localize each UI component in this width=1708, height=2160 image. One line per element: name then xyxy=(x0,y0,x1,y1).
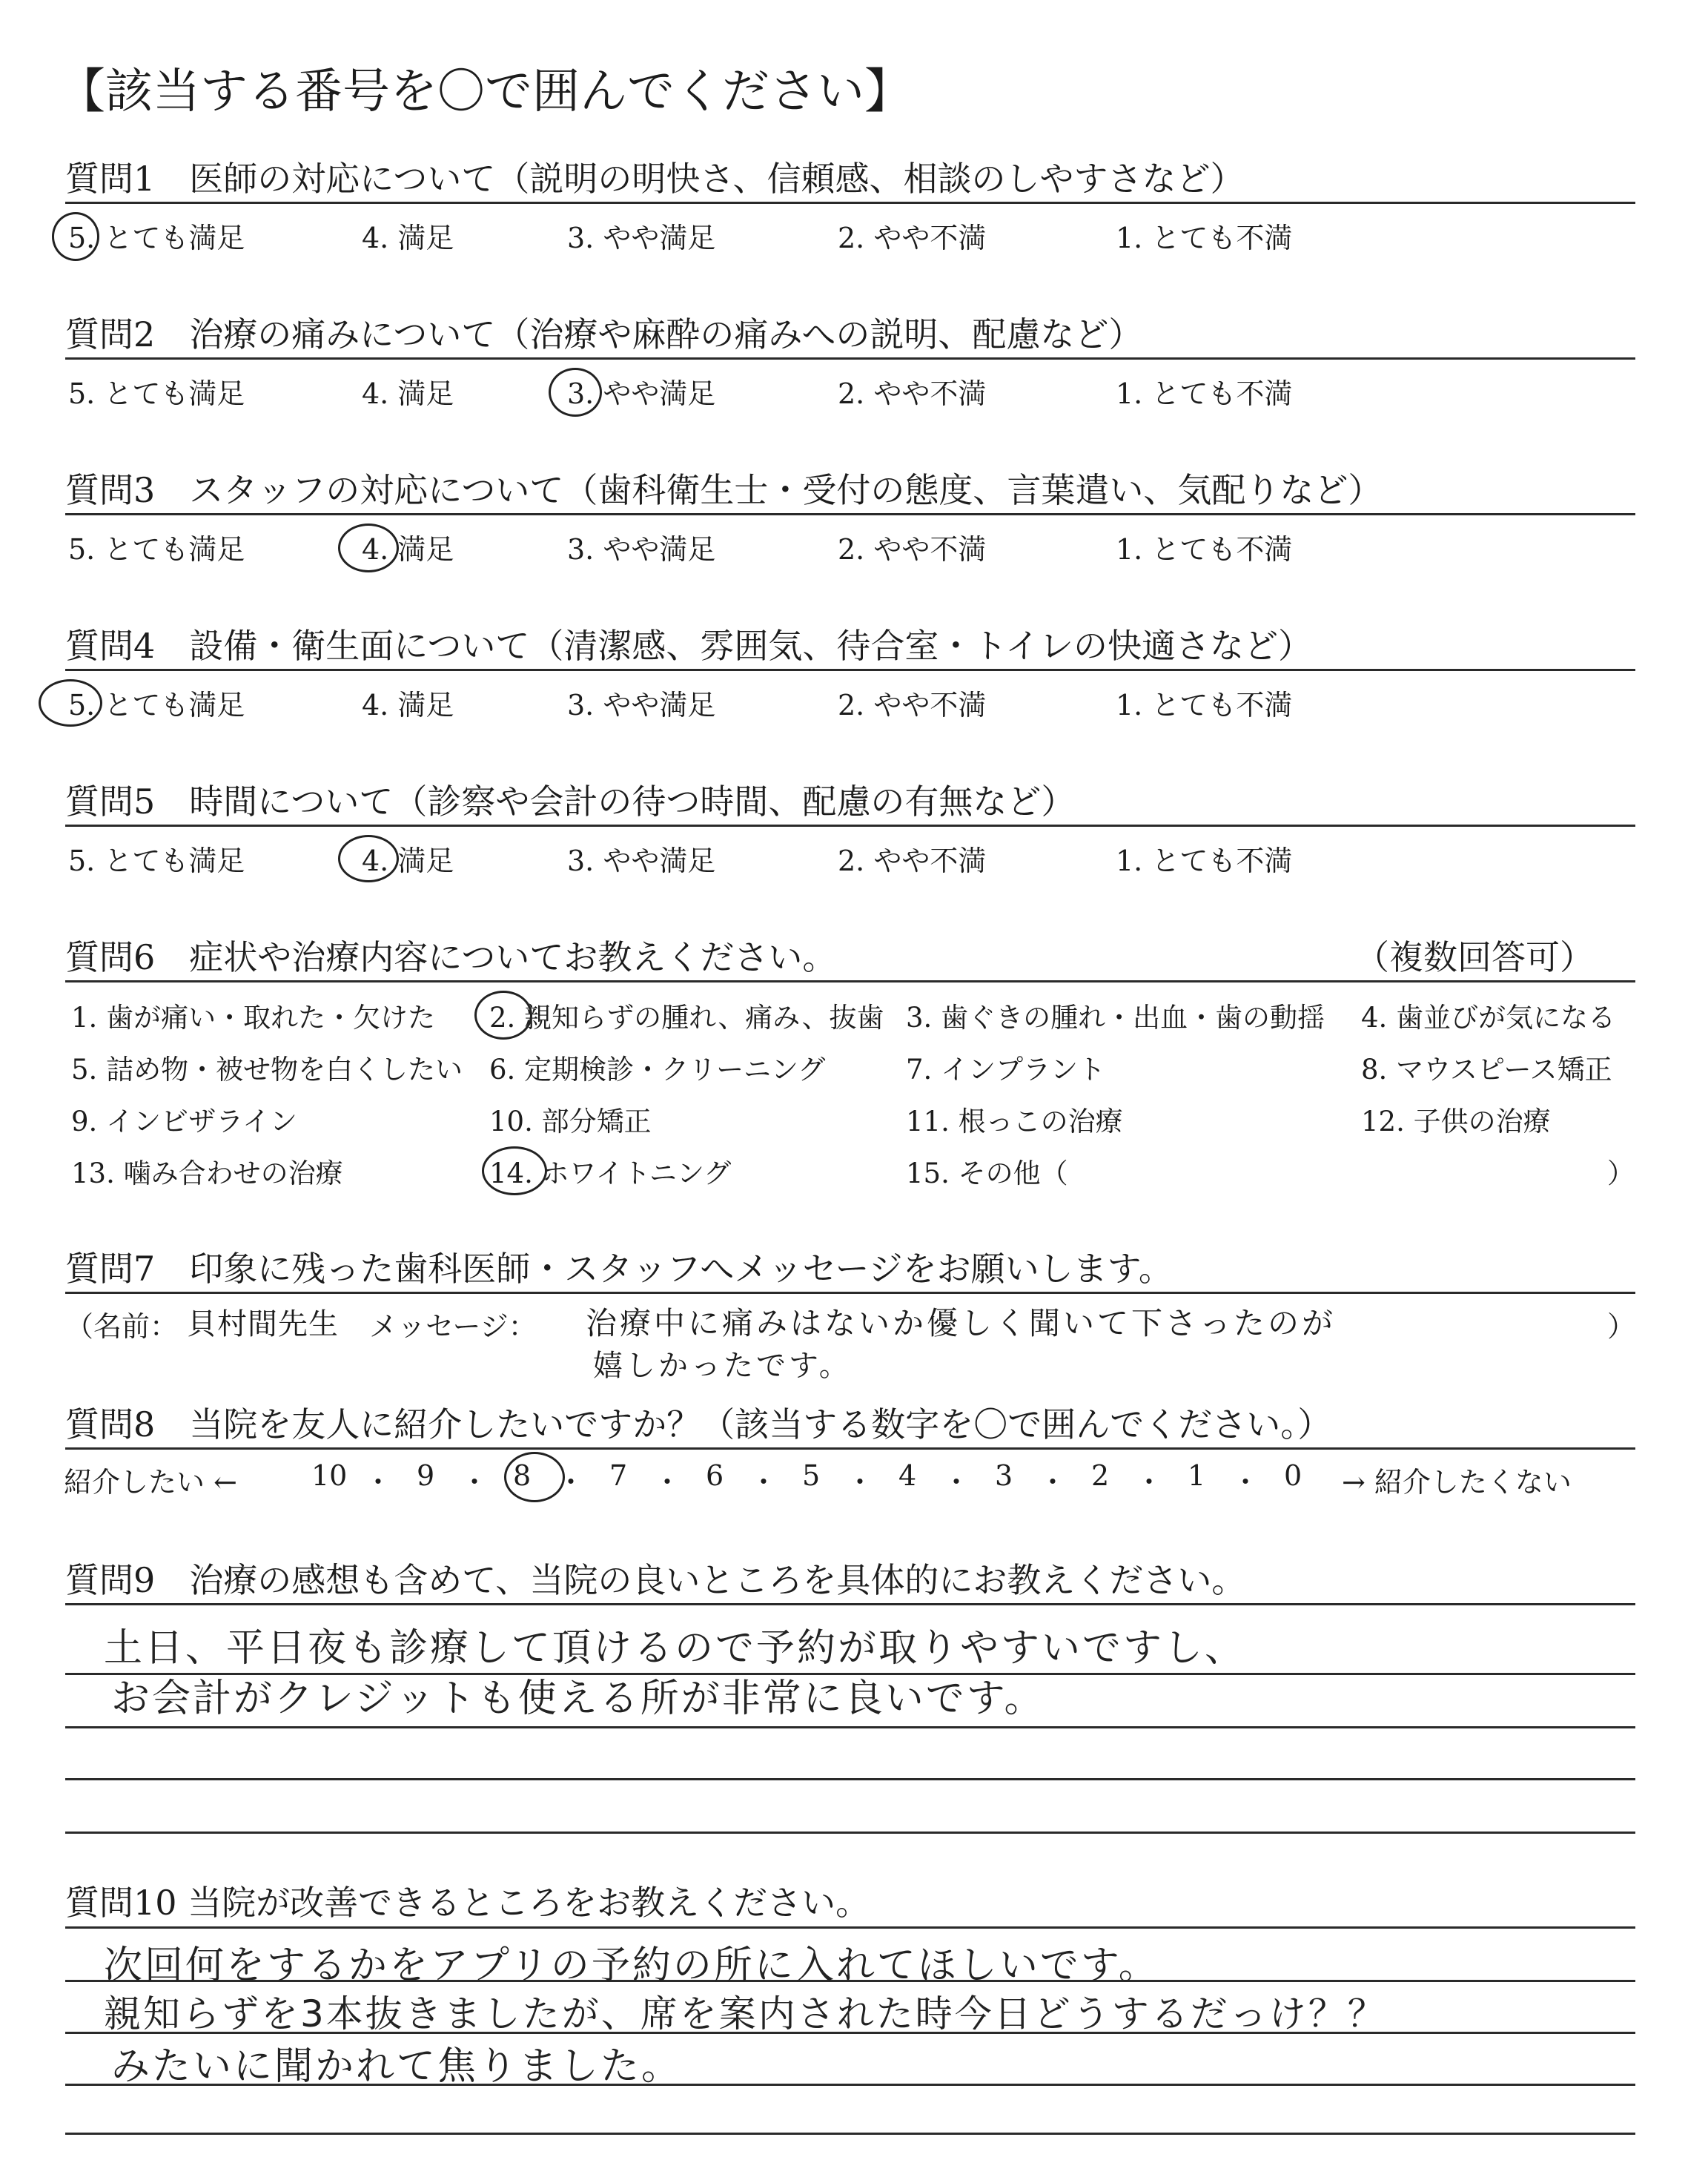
q6-opt-9[interactable]: 9. インビザライン xyxy=(71,1106,297,1137)
q3-answer-circle xyxy=(338,524,399,572)
q9-answer-line2[interactable]: お会計がクレジットも使える所が非常に良いです。 xyxy=(111,1677,1045,1721)
q8-scale-number-4[interactable]: 4 xyxy=(898,1459,917,1492)
q8-title: 質問8 当院を友人に紹介したいですか？（該当する数字を〇で囲んでください。） xyxy=(65,1404,1332,1444)
q6-opt-7[interactable]: 7. インプラント xyxy=(906,1054,1106,1086)
q10-title: 質問10 当院が改善できるところをお教えください。 xyxy=(65,1883,870,1923)
q2-opt-4[interactable]: 4. 満足 xyxy=(362,377,454,410)
q8-scale-number-5[interactable]: 5 xyxy=(802,1459,821,1492)
q6-opt-6[interactable]: 6. 定期検診・クリーニング xyxy=(489,1054,826,1086)
q6-opt-12[interactable]: 12. 子供の治療 xyxy=(1361,1106,1551,1137)
q9-rule-1 xyxy=(65,1603,1635,1605)
q10-answer-line3[interactable]: みたいに聞かれて焦りました。 xyxy=(111,2044,683,2089)
q8-scale-number-8[interactable]: 8 xyxy=(513,1459,532,1492)
q10-rule-5 xyxy=(65,2133,1635,2135)
q5-opt-3[interactable]: 3. やや満足 xyxy=(567,845,716,877)
q7-name-label: （名前： xyxy=(65,1310,179,1343)
q2-opt-5[interactable]: 5. とても満足 xyxy=(68,377,245,410)
q6-opt-3[interactable]: 3. 歯ぐきの腫れ・出血・歯の動揺 xyxy=(906,1002,1325,1034)
q8-left-label: 紹介したい ← xyxy=(64,1466,237,1499)
q5-answer-circle xyxy=(338,835,399,882)
q8-scale-separator: ・ xyxy=(364,1466,393,1499)
q2-opt-3[interactable]: 3. やや満足 xyxy=(567,377,716,410)
q8-scale-separator: ・ xyxy=(460,1466,489,1499)
q4-opt-2[interactable]: 2. やや不満 xyxy=(838,689,987,721)
q3-opt-3[interactable]: 3. やや満足 xyxy=(567,533,716,566)
q8-scale-number-2[interactable]: 2 xyxy=(1091,1459,1110,1492)
q6-rule xyxy=(65,980,1635,982)
q5-title: 質問5 時間について（診察や会計の待つ時間、配慮の有無など） xyxy=(65,782,1076,822)
q2-rule xyxy=(65,357,1635,360)
q8-scale-separator: ・ xyxy=(1135,1466,1164,1499)
q8-scale-number-7[interactable]: 7 xyxy=(609,1459,628,1492)
q8-scale xyxy=(311,1459,1306,1499)
q2-answer-circle xyxy=(549,368,602,417)
q4-answer-circle xyxy=(39,679,102,727)
q8-scale-number-3[interactable]: 3 xyxy=(995,1459,1013,1492)
q9-rule-5 xyxy=(65,1832,1635,1834)
q2-opt-1[interactable]: 1. とても不満 xyxy=(1116,377,1293,410)
q10-answer-line1[interactable]: 次回何をするかをアプリの予約の所に入れてほしいです。 xyxy=(104,1943,1159,1988)
q6-opt-2[interactable]: 2. 親知らずの腫れ、痛み、抜歯 xyxy=(489,1002,884,1034)
page-header: 【該当する番号を〇で囲んでください】 xyxy=(58,65,912,119)
q6-opt-11[interactable]: 11. 根っこの治療 xyxy=(906,1106,1123,1137)
q6-opt-8[interactable]: 8. マウスピース矯正 xyxy=(1361,1054,1612,1086)
q6-other-close-paren: ） xyxy=(1607,1157,1635,1189)
q7-message-line2[interactable]: 嬉しかったです。 xyxy=(593,1349,852,1383)
q10-rule-1 xyxy=(65,1926,1635,1929)
q8-scale-separator: ・ xyxy=(1039,1466,1068,1499)
q1-opt-1[interactable]: 1. とても不満 xyxy=(1116,222,1293,254)
q3-opt-2[interactable]: 2. やや不満 xyxy=(838,533,987,566)
q7-name-value[interactable]: 貝村間先生 xyxy=(187,1307,339,1341)
q6-opt-5[interactable]: 5. 詰め物・被せ物を白くしたい xyxy=(71,1054,463,1086)
q6-title: 質問6 症状や治療内容についてお教えください。 xyxy=(65,937,837,977)
q4-opt-3[interactable]: 3. やや満足 xyxy=(567,689,716,721)
q7-close-paren: ） xyxy=(1607,1310,1636,1343)
q5-opt-1[interactable]: 1. とても不満 xyxy=(1116,845,1293,877)
q3-title: 質問3 スタッフの対応について（歯科衛生士・受付の態度、言葉遣い、気配りなど） xyxy=(65,470,1383,510)
q4-title: 質問4 設備・衛生面について（清潔感、雰囲気、待合室・トイレの快適さなど） xyxy=(65,626,1313,666)
q7-rule xyxy=(65,1292,1635,1294)
q8-scale-number-10[interactable]: 10 xyxy=(311,1459,348,1492)
q8-scale-separator: ・ xyxy=(1231,1466,1260,1499)
q9-rule-3 xyxy=(65,1726,1635,1728)
q1-answer-circle xyxy=(52,212,99,261)
q6-note: （複数回答可） xyxy=(1355,937,1594,977)
q8-rule xyxy=(65,1447,1635,1450)
q8-scale-number-1[interactable]: 1 xyxy=(1188,1459,1206,1492)
q8-scale-separator: ・ xyxy=(749,1466,778,1499)
q8-scale-separator: ・ xyxy=(942,1466,971,1499)
q1-opt-4[interactable]: 4. 満足 xyxy=(362,222,454,254)
q4-opt-1[interactable]: 1. とても不満 xyxy=(1116,689,1293,721)
q2-opt-2[interactable]: 2. やや不満 xyxy=(838,377,987,410)
q9-rule-4 xyxy=(65,1778,1635,1780)
q5-opt-4[interactable]: 4. 満足 xyxy=(362,845,454,877)
q6-opt-14[interactable]: 14. ホワイトニング xyxy=(489,1157,732,1189)
q8-right-label: → 紹介したくない xyxy=(1342,1466,1572,1499)
q7-message-line1[interactable]: 治療中に痛みはないか優しく聞いて下さったのが xyxy=(586,1305,1337,1341)
q9-answer-line1[interactable]: 土日、平日夜も診療して頂けるので予約が取りやすいですし、 xyxy=(104,1626,1246,1671)
q1-opt-3[interactable]: 3. やや満足 xyxy=(567,222,716,254)
q5-rule xyxy=(65,825,1635,827)
q5-opt-5[interactable]: 5. とても満足 xyxy=(68,845,245,877)
q6-opt-15[interactable]: 15. その他（ xyxy=(906,1157,1068,1189)
q4-opt-4[interactable]: 4. 満足 xyxy=(362,689,454,721)
q4-rule xyxy=(65,669,1635,671)
q3-opt-4[interactable]: 4. 満足 xyxy=(362,533,454,566)
q9-title: 質問9 治療の感想も含めて、当院の良いところを具体的にお教えください。 xyxy=(65,1560,1246,1600)
q1-opt-5[interactable]: 5. とても満足 xyxy=(68,222,245,254)
q5-opt-2[interactable]: 2. やや不満 xyxy=(838,845,987,877)
q6-opt-1[interactable]: 1. 歯が痛い・取れた・欠けた xyxy=(71,1002,436,1034)
q8-scale-number-9[interactable]: 9 xyxy=(417,1459,435,1492)
q7-message-label: メッセージ： xyxy=(369,1310,537,1343)
q7-title: 質問7 印象に残った歯科医師・スタッフへメッセージをお願いします。 xyxy=(65,1249,1173,1289)
q2-title: 質問2 治療の痛みについて（治療や麻酔の痛みへの説明、配慮など） xyxy=(65,314,1143,354)
q1-title: 質問1 医師の対応について（説明の明快さ、信頼感、相談のしやすさなど） xyxy=(65,159,1245,199)
q6-opt-13[interactable]: 13. 噛み合わせの治療 xyxy=(71,1157,343,1189)
q6-answer-circle-14 xyxy=(482,1146,547,1195)
q3-rule xyxy=(65,513,1635,515)
q1-opt-2[interactable]: 2. やや不満 xyxy=(838,222,987,254)
q6-answer-circle-2 xyxy=(474,991,532,1040)
q8-scale-separator: ・ xyxy=(653,1466,682,1499)
q6-opt-10[interactable]: 10. 部分矯正 xyxy=(489,1106,652,1137)
q8-scale-number-6[interactable]: 6 xyxy=(706,1459,724,1492)
q8-scale-separator: ・ xyxy=(846,1466,875,1499)
q3-opt-1[interactable]: 1. とても不満 xyxy=(1116,533,1293,566)
q8-scale-number-0[interactable]: 0 xyxy=(1284,1459,1302,1492)
q8-scale-separator: ・ xyxy=(557,1466,586,1499)
q4-opt-5[interactable]: 5. とても満足 xyxy=(68,689,245,721)
q10-answer-line2[interactable]: 親知らずを3本抜きましたが、席を案内された時今日どうするだっけ？？ xyxy=(104,1992,1387,2035)
q6-opt-4[interactable]: 4. 歯並びが気になる xyxy=(1361,1002,1616,1034)
q1-rule xyxy=(65,202,1635,204)
q3-opt-5[interactable]: 5. とても満足 xyxy=(68,533,245,566)
q8-answer-circle xyxy=(504,1452,565,1502)
